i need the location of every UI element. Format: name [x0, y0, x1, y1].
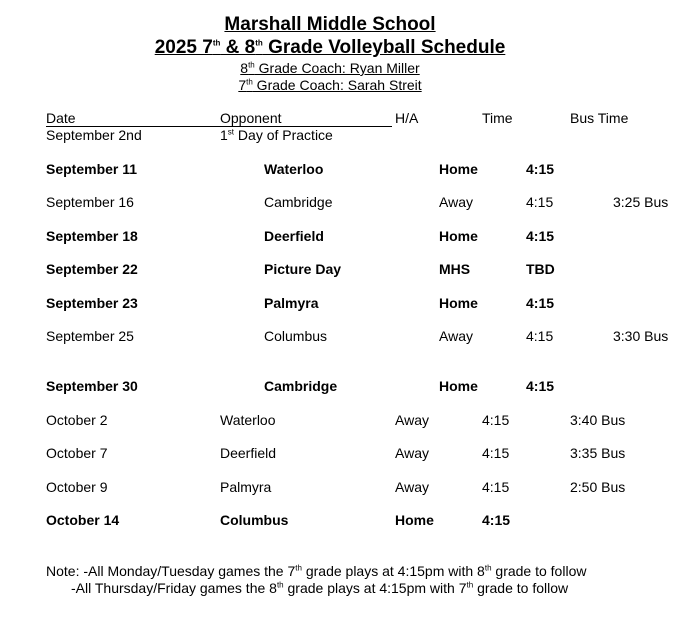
row-time: 4:15: [526, 194, 554, 210]
coach-8th-sup: th: [248, 60, 255, 70]
row-opponent: Picture Day: [264, 261, 342, 277]
note-1-a: Note: -All Monday/Tuesday games the 7: [46, 563, 296, 579]
note-line-2: [71, 580, 568, 596]
row-date: October 7: [46, 445, 108, 461]
row-date: September 23: [46, 295, 138, 311]
row-date: September 22: [46, 261, 138, 277]
row-date: October 2: [46, 412, 108, 428]
row-ha: Home: [439, 295, 478, 311]
row-ha: Away: [395, 445, 429, 461]
row-ha: Home: [439, 378, 478, 394]
schedule-title-sup2: th: [255, 38, 263, 48]
note-1-sup1: th: [295, 563, 302, 573]
first-row-opponent-text: Day of Practice: [234, 127, 333, 143]
row-time: 4:15: [526, 378, 555, 394]
row-date: September 25: [46, 328, 134, 344]
note-2-b: grade plays at 4:15pm with 7: [283, 580, 467, 596]
row-date: October 14: [46, 512, 120, 528]
row-opponent: Deerfield: [220, 445, 277, 461]
row-date: September 11: [46, 161, 138, 177]
row-opponent: Palmyra: [220, 479, 272, 495]
note-2-a: -All Thursday/Friday games the 8: [71, 580, 277, 596]
coach-7th-grade: 7: [238, 77, 247, 93]
row-time: TBD: [526, 261, 555, 277]
schedule-title-sup1: th: [212, 38, 221, 48]
row-bus: 3:25 Bus: [613, 194, 669, 210]
note-line-1: [46, 563, 586, 579]
coach-8th: [0, 60, 660, 76]
coach-7th-text: Grade Coach: Sarah Streit: [252, 77, 422, 93]
column-header-bus: Bus Time: [570, 110, 629, 126]
row-opponent: Columbus: [264, 328, 328, 344]
first-row-opponent-sup: st: [227, 127, 235, 137]
row-date: September 16: [46, 194, 134, 210]
row-date: September 18: [46, 228, 138, 244]
row-ha: Away: [439, 328, 473, 344]
row-bus: 3:40 Bus: [570, 412, 626, 428]
column-header-date: Date: [46, 110, 76, 126]
row-time: 4:15: [526, 328, 554, 344]
schedule-title: [0, 37, 660, 59]
row-opponent: Columbus: [220, 512, 289, 528]
row-ha: Away: [395, 412, 429, 428]
column-header-ha: H/A: [395, 110, 419, 126]
row-ha: Home: [439, 228, 478, 244]
row-date: October 9: [46, 479, 108, 495]
row-time: 4:15: [482, 412, 510, 428]
row-bus: 3:30 Bus: [613, 328, 669, 344]
schedule-title-prefix: 2025 7: [154, 37, 213, 58]
row-time: 4:15: [526, 228, 555, 244]
note-2-c: grade to follow: [473, 580, 569, 596]
first-row-opponent: [220, 127, 333, 143]
row-ha: Home: [395, 512, 434, 528]
coach-7th: [0, 77, 660, 93]
schedule-title-mid: & 8: [220, 37, 256, 58]
row-date: September 30: [46, 378, 138, 394]
coach-8th-text: Grade Coach: Ryan Miller: [254, 60, 420, 76]
row-opponent: Cambridge: [264, 378, 338, 394]
note-1-sup2: th: [484, 563, 492, 573]
school-title: Marshall Middle School: [224, 14, 436, 35]
first-row-opponent-num: 1: [220, 127, 228, 143]
note-1-b: grade plays at 4:15pm with 8: [301, 563, 485, 579]
note-2-sup1: th: [276, 580, 284, 590]
row-opponent: Cambridge: [264, 194, 333, 210]
coach-8th-grade: 8: [240, 60, 249, 76]
row-bus: 3:35 Bus: [570, 445, 626, 461]
column-header-time: Time: [482, 110, 513, 126]
column-header-opponent: Opponent: [220, 110, 282, 126]
row-bus: 2:50 Bus: [570, 479, 626, 495]
row-ha: Away: [439, 194, 473, 210]
row-ha: Away: [395, 479, 429, 495]
row-ha: Home: [439, 161, 478, 177]
note-2-sup2: th: [466, 580, 474, 590]
row-time: 4:15: [482, 445, 510, 461]
row-time: 4:15: [526, 161, 555, 177]
first-row-date: September 2nd: [46, 127, 142, 143]
row-opponent: Waterloo: [264, 161, 324, 177]
note-1-c: grade to follow: [491, 563, 587, 579]
row-ha: MHS: [439, 261, 471, 277]
row-opponent: Palmyra: [264, 295, 319, 311]
row-time: 4:15: [526, 295, 555, 311]
schedule-title-suffix: Grade Volleyball Schedule: [262, 37, 506, 58]
row-time: 4:15: [482, 479, 510, 495]
row-opponent: Deerfield: [264, 228, 324, 244]
row-time: 4:15: [482, 512, 511, 528]
coach-7th-sup: th: [246, 77, 253, 87]
row-opponent: Waterloo: [220, 412, 276, 428]
